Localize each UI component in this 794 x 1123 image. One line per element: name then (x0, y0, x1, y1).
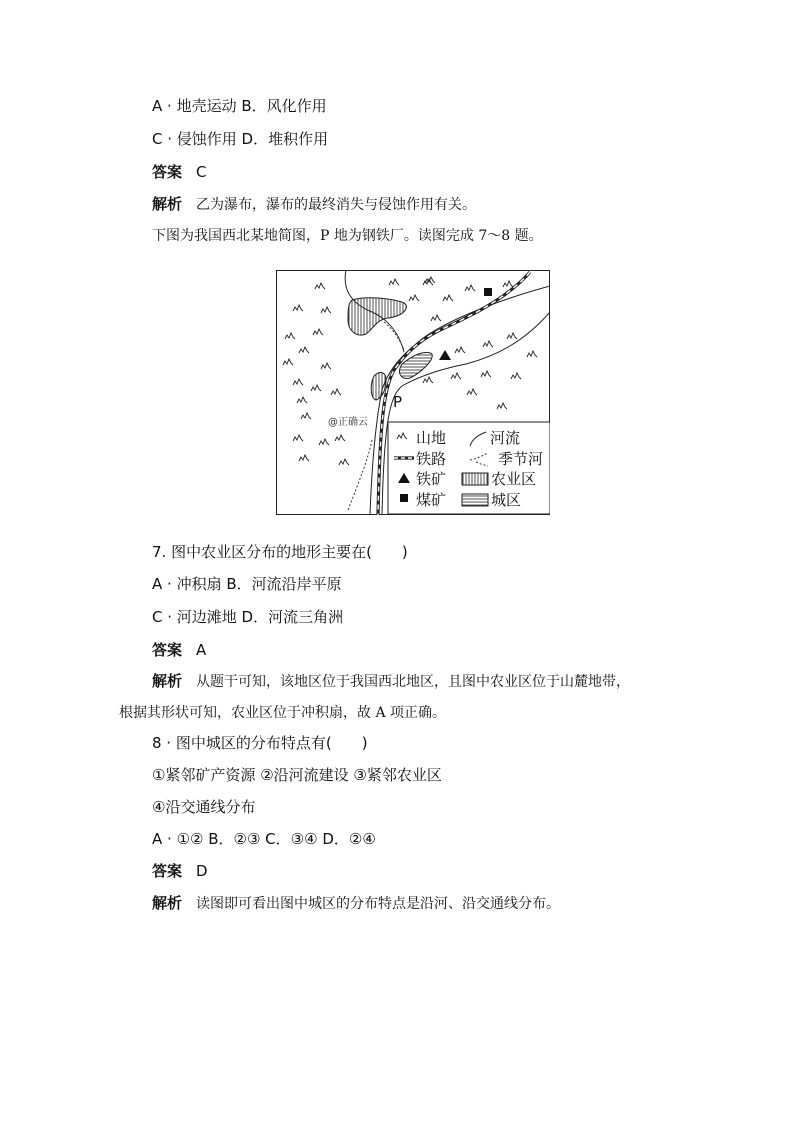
answer-value: A (196, 641, 207, 659)
q7-answer (152, 640, 206, 660)
q6-options-line2: C · 侵蚀作用 D．堆积作用 (152, 130, 329, 148)
analysis-label: 解析 (152, 195, 183, 213)
q6-analysis (152, 194, 476, 215)
q8-analysis (152, 893, 560, 914)
analysis-text: 从题干可知，该地区位于我国西北地区，且图中农业区位于山麓地带， (196, 674, 631, 690)
q8-question: 8 · 图中城区的分布特点有( ) (152, 734, 368, 752)
analysis-text: 读图即可看出图中城区的分布特点是沿河、沿交通线分布。 (196, 896, 561, 912)
analysis-label: 解析 (152, 672, 183, 690)
northwest-region-map (276, 270, 550, 515)
q7-analysis-cont: 根据其形状可知，农业区位于冲积扇，故 A 项正确。 (119, 705, 447, 721)
urban-legend-icon (462, 494, 488, 506)
watermark: @正确云 (328, 417, 368, 428)
answer-value: C (196, 163, 207, 181)
answer-label: 答案 (152, 641, 183, 659)
answer-value: D (196, 862, 208, 880)
coal-mine-icon (484, 288, 492, 296)
map-intro: 下图为我国西北某地简图，P 地为钢铁厂。读图完成 7～8 题。 (152, 228, 543, 244)
q8-items-line2: ④沿交通线分布 (152, 798, 256, 816)
q7-options-line1: A · 冲积扇 B．河流沿岸平原 (152, 575, 342, 593)
analysis-label: 解析 (152, 894, 183, 912)
farm-legend-icon (462, 473, 488, 485)
analysis-text: 乙为瀑布，瀑布的最终消失与侵蚀作用有关。 (196, 197, 477, 213)
answer-label: 答案 (152, 862, 183, 880)
legend-seasonal-river: 季节河 (498, 450, 544, 468)
legend-urban-area: 城区 (491, 491, 522, 509)
q8-answer (152, 861, 208, 881)
legend-river: 河流 (490, 429, 521, 447)
coal-mine-legend-icon (400, 494, 408, 502)
legend-farm-area: 农业区 (491, 470, 537, 488)
q6-answer (152, 162, 207, 182)
legend-mountain: 山地 (416, 429, 447, 447)
q8-items-line1: ①紧邻矿产资源 ②沿河流建设 ③紧邻农业区 (152, 766, 442, 784)
q7-options-line2: C · 河边滩地 D．河流三角洲 (152, 608, 344, 626)
q7-analysis (152, 671, 630, 692)
q8-options: A · ①② B．②③ C．③④ D．②④ (152, 830, 376, 848)
legend-railway: 铁路 (416, 450, 447, 468)
map-legend (388, 422, 550, 514)
answer-label: 答案 (152, 163, 183, 181)
legend-iron-mine: 铁矿 (416, 470, 447, 488)
q6-options-line1: A · 地壳运动 B．风化作用 (152, 97, 327, 115)
legend-coal-mine: 煤矿 (416, 491, 447, 509)
point-p-label: P (393, 393, 403, 411)
q7-question: 7. 图中农业区分布的地形主要在( ) (152, 543, 408, 561)
